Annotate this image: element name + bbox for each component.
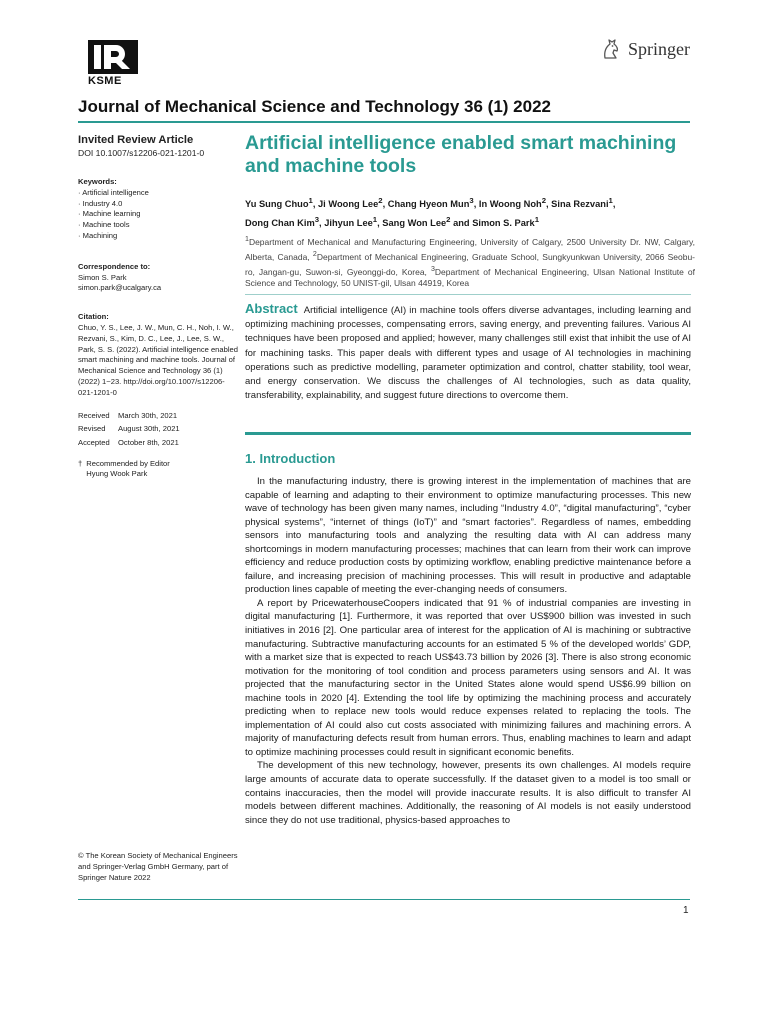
springer-label: Springer: [628, 38, 690, 59]
article-title: Artificial intelligence enabled smart machining and machine tools: [245, 132, 677, 177]
ksme-logo: [88, 40, 140, 87]
author-name: Dong Chan Kim: [245, 218, 315, 229]
keywords-list: [78, 188, 238, 242]
citation-text: Chuo, Y. S., Lee, J. W., Mun, C. H., Noh, I. W., Rezvani, S., Kim, D. C., Lee, J., Lee, S. W., Park, S. S. (2022). Artificial intelligence enabled smart machining and machine tools. Journal of Mechanical Science and Technology 36 (1) (2022) 1~23. http://doi.org/10.1007/s12206-021-1201-0: [78, 322, 238, 397]
affiliation: Department of Mechanical Engineering, Graduate School, Sungkyunkwan University, 2066 Seobu-ro, Jangan-gu, Suwon-si, Gyeonggi-do, Korea,: [245, 251, 695, 277]
paragraph: The development of this new technology, however, presents its own challenges. AI models require large amounts of accurate data to operate successfully. If the dataset given to a model is too small or contains inaccuracies, then the model will provide inaccurate results. It is also difficult to transfer AI models between different machines. Additionally, the reasoning of AI models is not easily understood since they do not use traditional, physics-based approaches to: [245, 760, 691, 826]
citation-heading: Citation:: [78, 312, 109, 322]
journal-divider: [78, 121, 690, 123]
affiliations: $^1$Department of Mechanical and Manufacturing Engineering, University of Calgary, 2500 University Dr. NW, Calgary, Alberta, Canada, $^2$Department of Mechanical Engineering, Graduate School, Sungkyunkwan University, 2066 Seobu-ro, Jangan-gu, Suwon-si, Gyeonggi-do, Korea, $^3$Department of Mechanical Engineering, Ulsan National Institute of Science and Technology, 50 UNIST-gil, Ulsan 44919, Korea: [245, 235, 695, 289]
correspondence-email[interactable]: simon.park@ucalgary.ca: [78, 283, 162, 293]
recommended-by-editor: † Recommended by Editor Hyung Wook Park: [78, 458, 170, 478]
paragraph: A report by PricewaterhouseCoopers indicated that 91 % of industrial companies are investing in digital manufacturing [1]. Furthermore, it was reported that over US$900 billion was invested in such initiatives in 2016 [2]. One particular area of interest for the application of AI is machining or subtractive manufacturing. Subtractive manufacturing accounts for an estimated 5 % of the developed worlds’ GDP, with a market size that is expected to reach US$43.73 billion by 2026 [3]. There is also strong economic motivation for the monitoring of tool condition and process parameters using sensors and AI. It was projected that the manufacturing sector in the United States alone would spend US$6.99 billion on machine tools in 2020 [4]. Extending the tool life by optimizing the machining process and accurately predicting when to replace new tools would reduce expenses related to replacing the tools. The implementation of AI could also cut costs associated with minimizing failures and machining errors. A majority of manufacturing defects result from human errors. Thus, enabling machines to learn and adapt to optimize machining processes could result in significant economic benefits.: [245, 597, 691, 758]
keyword-item: · Machining: [78, 230, 118, 240]
ksme-logo-text: KSME: [88, 75, 122, 87]
author-name: In Woong Noh: [478, 199, 542, 210]
keywords-heading: Keywords:: [78, 177, 117, 186]
ksme-logo-mark: [88, 40, 138, 74]
abstract: [245, 302, 691, 403]
springer-horse-icon: [600, 38, 622, 60]
author-name: Jihyun Lee: [324, 218, 373, 229]
author-name: Yu Sung Chuo: [245, 199, 309, 210]
abstract-divider-bottom: [245, 432, 691, 435]
date-received: Received March 30th, 2021: [78, 410, 178, 420]
abstract-divider-top: [245, 294, 691, 295]
copyright-notice: © The Korean Society of Mechanical Engineers and Springer-Verlag GmbH Germany, part of Springer Nature 2022: [78, 851, 238, 882]
springer-logo: [600, 38, 690, 60]
correspondence-name: Simon S. Park: [78, 272, 127, 282]
section-heading: 1. Introduction: [245, 451, 336, 466]
footer-divider: [78, 899, 690, 900]
author-list: Yu Sung Chuo$^1$, Ji Woong Lee$^2$, Chang Hyeon Mun$^3$, In Woong Noh$^2$, Sina Rezvani$^1$, Dong Chan Kim$^3$, Jihyun Lee$^1$, Sang Won Lee$^2$ and Simon S. Park$^1$: [245, 196, 616, 229]
article-type: Invited Review Article: [78, 134, 194, 146]
affiliation: Department of Mechanical Engineering, Ulsan National Institute of Science and Technology, 50 UNIST-gil, Ulsan 44919, Korea: [245, 266, 695, 289]
body-text: [245, 475, 691, 827]
author-name: Chang Hyeon Mun: [387, 199, 470, 210]
author-name: Simon S. Park: [472, 218, 535, 229]
author-name: Sina Rezvani: [551, 199, 609, 210]
date-accepted: Accepted October 8th, 2021: [78, 438, 179, 448]
correspondence-heading: Correspondence to:: [78, 261, 151, 271]
dagger-mark: †: [78, 458, 83, 468]
article-doi: DOI 10.1007/s12206-021-1201-0: [78, 148, 205, 158]
abstract-label: Abstract: [245, 301, 298, 316]
keyword-item: · Machine learning: [78, 209, 141, 219]
page-number: 1: [683, 905, 689, 916]
abstract-text: Artificial intelligence (AI) in machine tools offers diverse advantages, including learning and optimizing machining processes, compensating errors, saving energy, and preventing failures. Various AI techniques have been proposed and applied; however, many challenges still exist that inhibit the use of AI for machining tasks. This paper deals with different types and usage of AI technologies in machining operations such as predictive modelling, parameter optimization and control, chatter stability, tool wear, and energy conservation. We discuss the challenges of AI technologies, such as data quality, transferability, explainability, and suggest future directions to overcome them.: [245, 305, 691, 402]
paragraph: In the manufacturing industry, there is growing interest in the implementation of machines that are capable of learning and adapting to their environment to optimize manufacturing processes. This new wave of technology has been given many names, including “Industry 4.0”, “digital manufacturing”, “cyber physical systems”, “internet of things (IoT)” and “smart factories”. Regardless of names, embedding sensors into manufacturing tools and analyzing the resulting data with AI can address many shortcomings in modern manufacturing processes; machines that can learn from their work can improve efficiency and reduce production costs by optimizing workflow, enabling predictive maintenance before a failure, and increasing precision of machining processes. This will result in productive and adaptable production lines capable of meeting the ever-changing needs of consumers.: [245, 476, 691, 596]
journal-title: Journal of Mechanical Science and Technology 36 (1) 2022: [78, 97, 552, 116]
affiliation: Department of Mechanical and Manufacturing Engineering, University of Calgary, 2500 University Dr. NW, Calgary, Alberta, Canada,: [245, 236, 695, 262]
keyword-item: · Industry 4.0: [78, 198, 123, 208]
author-name: Ji Woong Lee: [318, 199, 379, 210]
article-info-sidebar: [78, 134, 238, 479]
date-revised: Revised August 30th, 2021: [78, 424, 180, 434]
article-dates: [78, 411, 238, 449]
author-name: Sang Won Lee: [382, 218, 447, 229]
keyword-item: · Machine tools: [78, 220, 130, 230]
keyword-item: · Artificial intelligence: [78, 187, 149, 197]
